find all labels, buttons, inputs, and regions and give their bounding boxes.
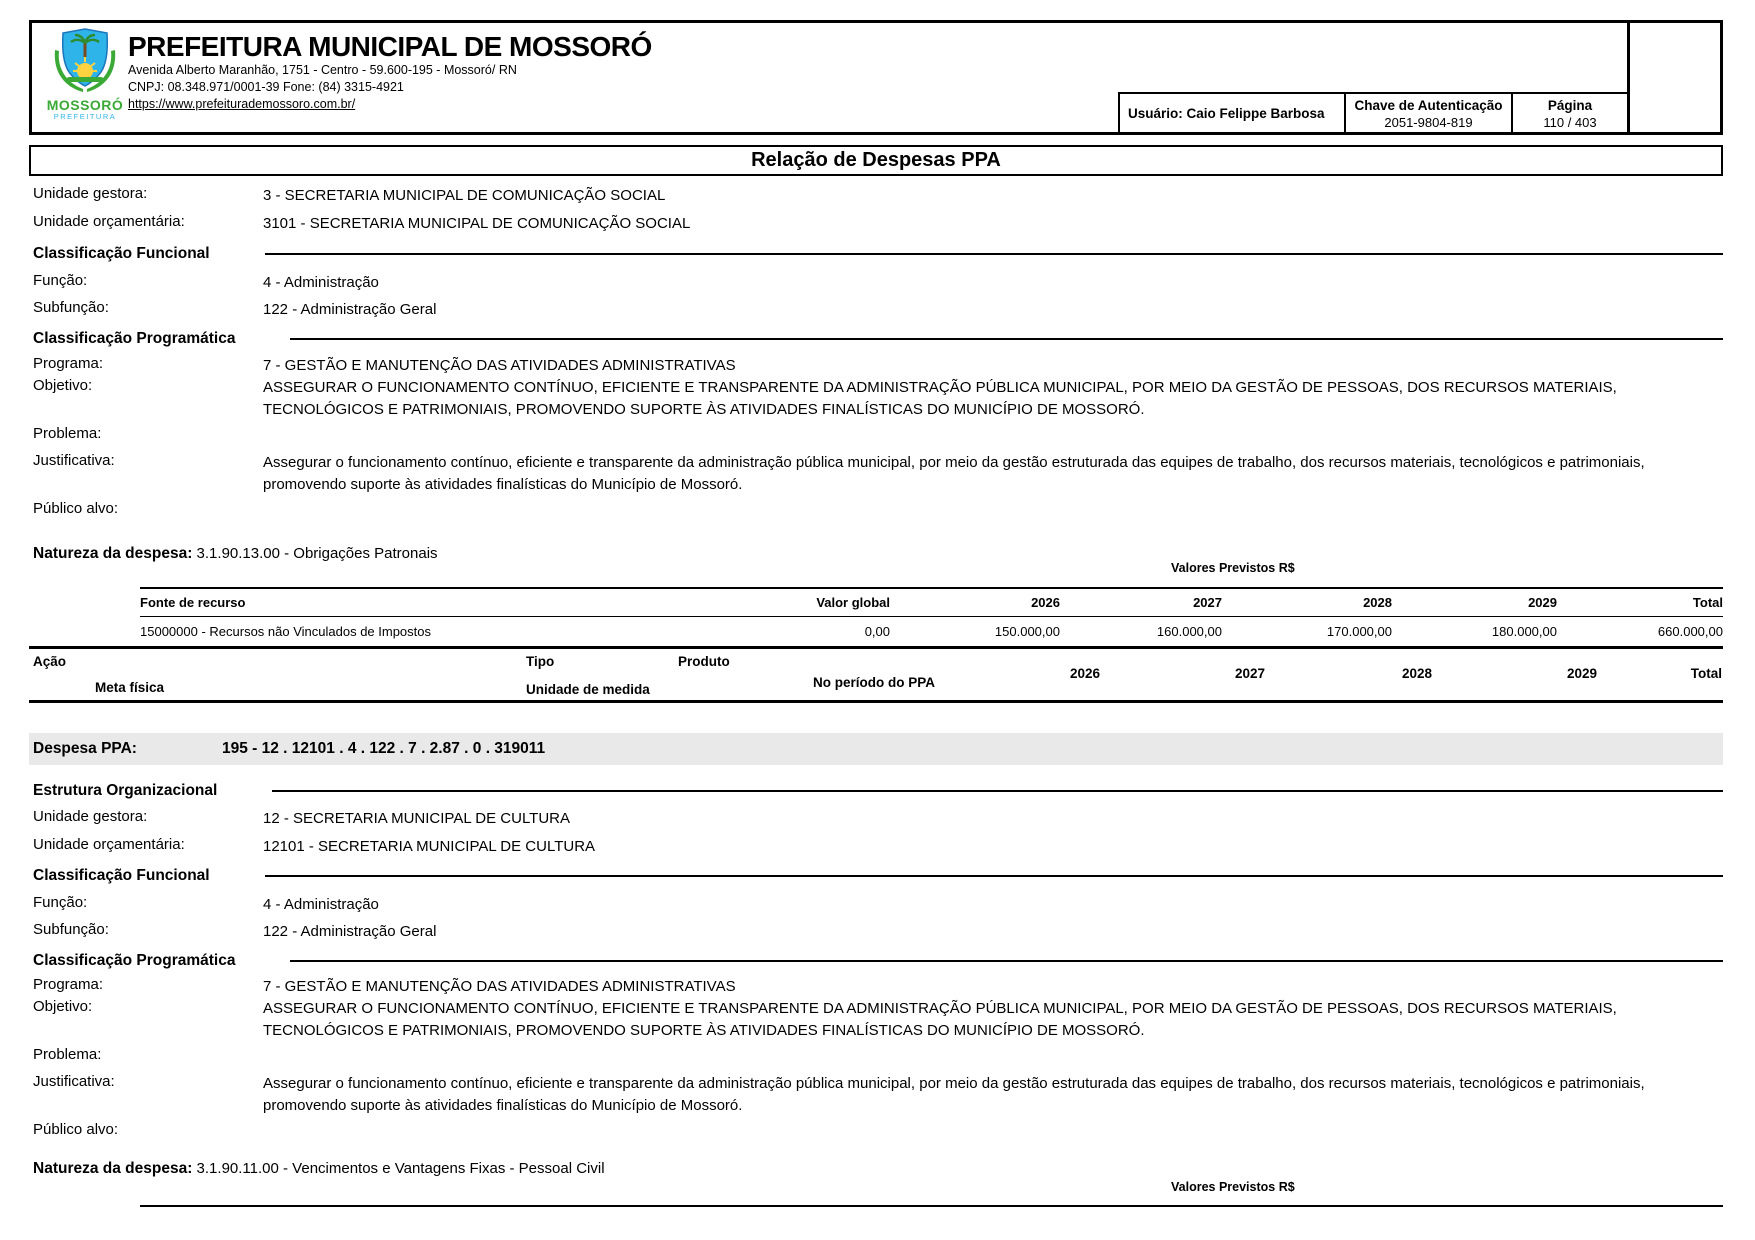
field-label: Justificativa: <box>33 452 115 469</box>
field-value: 122 - Administração Geral <box>263 923 437 940</box>
org-website-link[interactable]: https://www.prefeiturademossoro.com.br/ <box>128 97 356 111</box>
valores-previstos-label: Valores Previstos R$ <box>1171 561 1295 575</box>
field-publico-alvo <box>29 1121 1723 1138</box>
field-problema <box>29 1046 1723 1063</box>
field-value <box>263 500 1723 517</box>
section-rule <box>290 960 1723 962</box>
page-number-cell <box>1511 92 1627 132</box>
field-label: Unidade orçamentária: <box>33 213 185 230</box>
col-2029: 2029 <box>1528 595 1557 610</box>
fonte-table-row <box>140 617 1723 646</box>
no-periodo-label: No período do PPA <box>813 675 935 690</box>
field-problema <box>29 425 1723 442</box>
tipo-label: Tipo <box>526 654 555 669</box>
section-rule <box>290 338 1723 340</box>
meta-fisica-label: Meta física <box>95 680 165 695</box>
despesa-ppa-code: 195 - 12 . 12101 . 4 . 122 . 7 . 2.87 . 0 . 319011 <box>222 740 546 757</box>
col-fonte-de-recurso: Fonte de recurso <box>140 595 246 610</box>
col-2026: 2026 <box>1031 595 1060 610</box>
field-value: 7 - GESTÃO E MANUTENÇÃO DAS ATIVIDADES ADMINISTRATIVAS <box>263 978 736 995</box>
field-value: ASSEGURAR O FUNCIONAMENTO CONTÍNUO, EFICIENTE E TRANSPARENTE DA ADMINISTRAÇÃO PÚBLICA MUNICIPAL, POR MEIO DA GESTÃO DE PESSOAS, DOS RECURSOS MATERIAIS, TECNOLÓGICOS E PATRIMONIAIS, PROMOVENDO SUPORTE ÀS ATIVIDADES FINALÍSTICAS DO MUNICÍPIO DE MOSSORÓ. <box>263 1000 1617 1039</box>
field-unidade-orcamentaria <box>29 213 1723 235</box>
despesa-ppa-label: Despesa PPA: <box>33 740 137 757</box>
cell-valor-global: 0,00 <box>864 624 890 639</box>
section-title: Classificação Programática <box>33 952 236 969</box>
natureza-despesa-row <box>33 545 438 563</box>
field-funcao <box>29 272 1723 294</box>
logo-city-name: MOSSORÓ <box>46 97 124 113</box>
field-justificativa <box>29 452 1723 496</box>
field-programa <box>29 355 1723 377</box>
field-value <box>263 1121 1723 1138</box>
cell-2027: 160.000,00 <box>1156 624 1222 639</box>
page-label: Página <box>1547 98 1593 113</box>
field-label: Público alvo: <box>33 500 119 517</box>
field-value: 12 - SECRETARIA MUNICIPAL DE CULTURA <box>263 810 571 827</box>
logo-subtitle: PREFEITURA <box>53 112 117 121</box>
acao-label: Ação <box>33 654 67 669</box>
field-unidade-gestora <box>29 185 1723 207</box>
field-value: 3 - SECRETARIA MUNICIPAL DE COMUNICAÇÃO SOCIAL <box>263 187 666 204</box>
cell-2028: 170.000,00 <box>1326 624 1392 639</box>
field-label: Função: <box>33 272 88 289</box>
col-2028: 2028 <box>1363 595 1392 610</box>
section-title: Classificação Funcional <box>33 245 210 262</box>
cell-2026: 150.000,00 <box>994 624 1060 639</box>
field-label: Programa: <box>33 355 104 372</box>
field-label: Público alvo: <box>33 1121 119 1138</box>
cell-fonte: 15000000 - Recursos não Vinculados de Impostos <box>140 624 432 639</box>
acao-total-label: Total <box>1690 666 1722 681</box>
section-rule <box>265 875 1723 877</box>
field-objetivo <box>29 377 1723 421</box>
field-value: 4 - Administração <box>263 896 379 913</box>
field-value: Assegurar o funcionamento contínuo, eficiente e transparente da administração pública municipal, por meio da gestão estruturada das equipes de trabalho, dos recursos materiais, tecnológicos e patrimoniais, promovendo suporte às atividades finalísticas do Município de Mossoró. <box>263 454 1645 493</box>
header-empty-cell <box>1627 23 1720 132</box>
col-2027: 2027 <box>1193 595 1222 610</box>
field-label: Unidade gestora: <box>33 808 148 825</box>
section-classificacao-programatica <box>29 330 1723 348</box>
field-label: Justificativa: <box>33 1073 115 1090</box>
section-rule <box>265 253 1723 255</box>
field-value <box>263 425 1723 442</box>
field-value: 12101 - SECRETARIA MUNICIPAL DE CULTURA <box>263 838 596 855</box>
acao-year-2027: 2027 <box>1234 666 1265 681</box>
field-label: Subfunção: <box>33 299 109 316</box>
natureza-value: 3.1.90.13.00 - Obrigações Patronais <box>196 545 438 562</box>
natureza-label: Natureza da despesa: <box>33 1160 193 1177</box>
acao-year-2029: 2029 <box>1566 666 1597 681</box>
valores-previstos-label: Valores Previstos R$ <box>1171 1180 1295 1194</box>
field-subfuncao <box>29 299 1723 321</box>
auth-key-label: Chave de Autenticação <box>1354 98 1503 113</box>
field-label: Objetivo: <box>33 998 93 1015</box>
field-value <box>263 1046 1723 1063</box>
field-publico-alvo <box>29 500 1723 517</box>
table-top-line <box>140 1205 1723 1207</box>
field-label: Objetivo: <box>33 377 93 394</box>
fonte-table-header-row <box>140 589 1723 617</box>
field-label: Unidade gestora: <box>33 185 148 202</box>
field-value: 4 - Administração <box>263 274 379 291</box>
page-number-value: 110 / 403 <box>1543 115 1597 130</box>
field-label: Problema: <box>33 425 102 442</box>
cell-total: 660.000,00 <box>1657 624 1723 639</box>
acao-year-2026: 2026 <box>1069 666 1100 681</box>
section-rule <box>272 790 1723 792</box>
header-meta-strip <box>1118 92 1627 132</box>
field-label: Problema: <box>33 1046 102 1063</box>
field-unidade-gestora <box>29 808 1723 830</box>
org-name: PREFEITURA MUNICIPAL DE MOSSORÓ <box>128 31 652 62</box>
org-info <box>128 32 652 113</box>
field-label: Programa: <box>33 976 104 993</box>
field-unidade-orcamentaria <box>29 836 1723 858</box>
field-label: Função: <box>33 894 88 911</box>
field-justificativa <box>29 1073 1723 1117</box>
field-value: 122 - Administração Geral <box>263 301 437 318</box>
field-funcao <box>29 894 1723 916</box>
field-programa <box>29 976 1723 998</box>
org-address: Avenida Alberto Maranhão, 1751 - Centro - 59.600-195 - Mossoró/ RN <box>128 63 517 77</box>
section-classificacao-funcional <box>29 245 1723 263</box>
field-label: Subfunção: <box>33 921 109 938</box>
field-subfuncao <box>29 921 1723 943</box>
field-value: Assegurar o funcionamento contínuo, eficiente e transparente da administração pública municipal, por meio da gestão estruturada das equipes de trabalho, dos recursos materiais, tecnológicos e patrimoniais, promovendo suporte às atividades finalísticas do Município de Mossoró. <box>263 1075 1645 1114</box>
section-classificacao-funcional <box>29 867 1723 885</box>
city-logo <box>46 27 124 121</box>
col-valor-global: Valor global <box>816 595 890 610</box>
section-title: Classificação Funcional <box>33 867 210 884</box>
cell-2029: 180.000,00 <box>1491 624 1557 639</box>
acao-table-header <box>29 649 1723 703</box>
fonte-recurso-table <box>140 587 1723 646</box>
org-cnpj-phone: CNPJ: 08.348.971/0001-39 Fone: (84) 3315-4921 <box>128 79 404 94</box>
auth-key-value: 2051-9804-819 <box>1384 115 1473 130</box>
field-objetivo <box>29 998 1723 1042</box>
field-value: ASSEGURAR O FUNCIONAMENTO CONTÍNUO, EFICIENTE E TRANSPARENTE DA ADMINISTRAÇÃO PÚBLICA MUNICIPAL, POR MEIO DA GESTÃO DE PESSOAS, DOS RECURSOS MATERIAIS, TECNOLÓGICOS E PATRIMONIAIS, PROMOVENDO SUPORTE ÀS ATIVIDADES FINALÍSTICAS DO MUNICÍPIO DE MOSSORÓ. <box>263 379 1617 418</box>
city-crest-icon <box>53 27 117 93</box>
field-value: 7 - GESTÃO E MANUTENÇÃO DAS ATIVIDADES ADMINISTRATIVAS <box>263 357 736 374</box>
field-value: 3101 - SECRETARIA MUNICIPAL DE COMUNICAÇÃO SOCIAL <box>263 215 691 232</box>
acao-year-2028: 2028 <box>1401 666 1432 681</box>
report-title: Relação de Despesas PPA <box>29 145 1723 176</box>
field-label: Unidade orçamentária: <box>33 836 185 853</box>
produto-label: Produto <box>678 654 730 669</box>
auth-key-cell <box>1344 92 1511 132</box>
despesa-ppa-bar <box>29 733 1723 765</box>
section-title: Estrutura Organizacional <box>33 782 218 799</box>
natureza-label: Natureza da despesa: <box>33 545 193 562</box>
natureza-value: 3.1.90.11.00 - Vencimentos e Vantagens Fixas - Pessoal Civil <box>196 1160 605 1177</box>
page-header <box>29 20 1723 135</box>
col-total: Total <box>1692 595 1723 610</box>
user-cell: Usuário: Caio Felippe Barbosa <box>1118 92 1344 132</box>
section-title: Classificação Programática <box>33 330 236 347</box>
section-classificacao-programatica <box>29 952 1723 970</box>
natureza-despesa-row <box>33 1160 605 1178</box>
unidade-medida-label: Unidade de medida <box>526 682 650 697</box>
section-estrutura-organizacional <box>29 782 1723 800</box>
